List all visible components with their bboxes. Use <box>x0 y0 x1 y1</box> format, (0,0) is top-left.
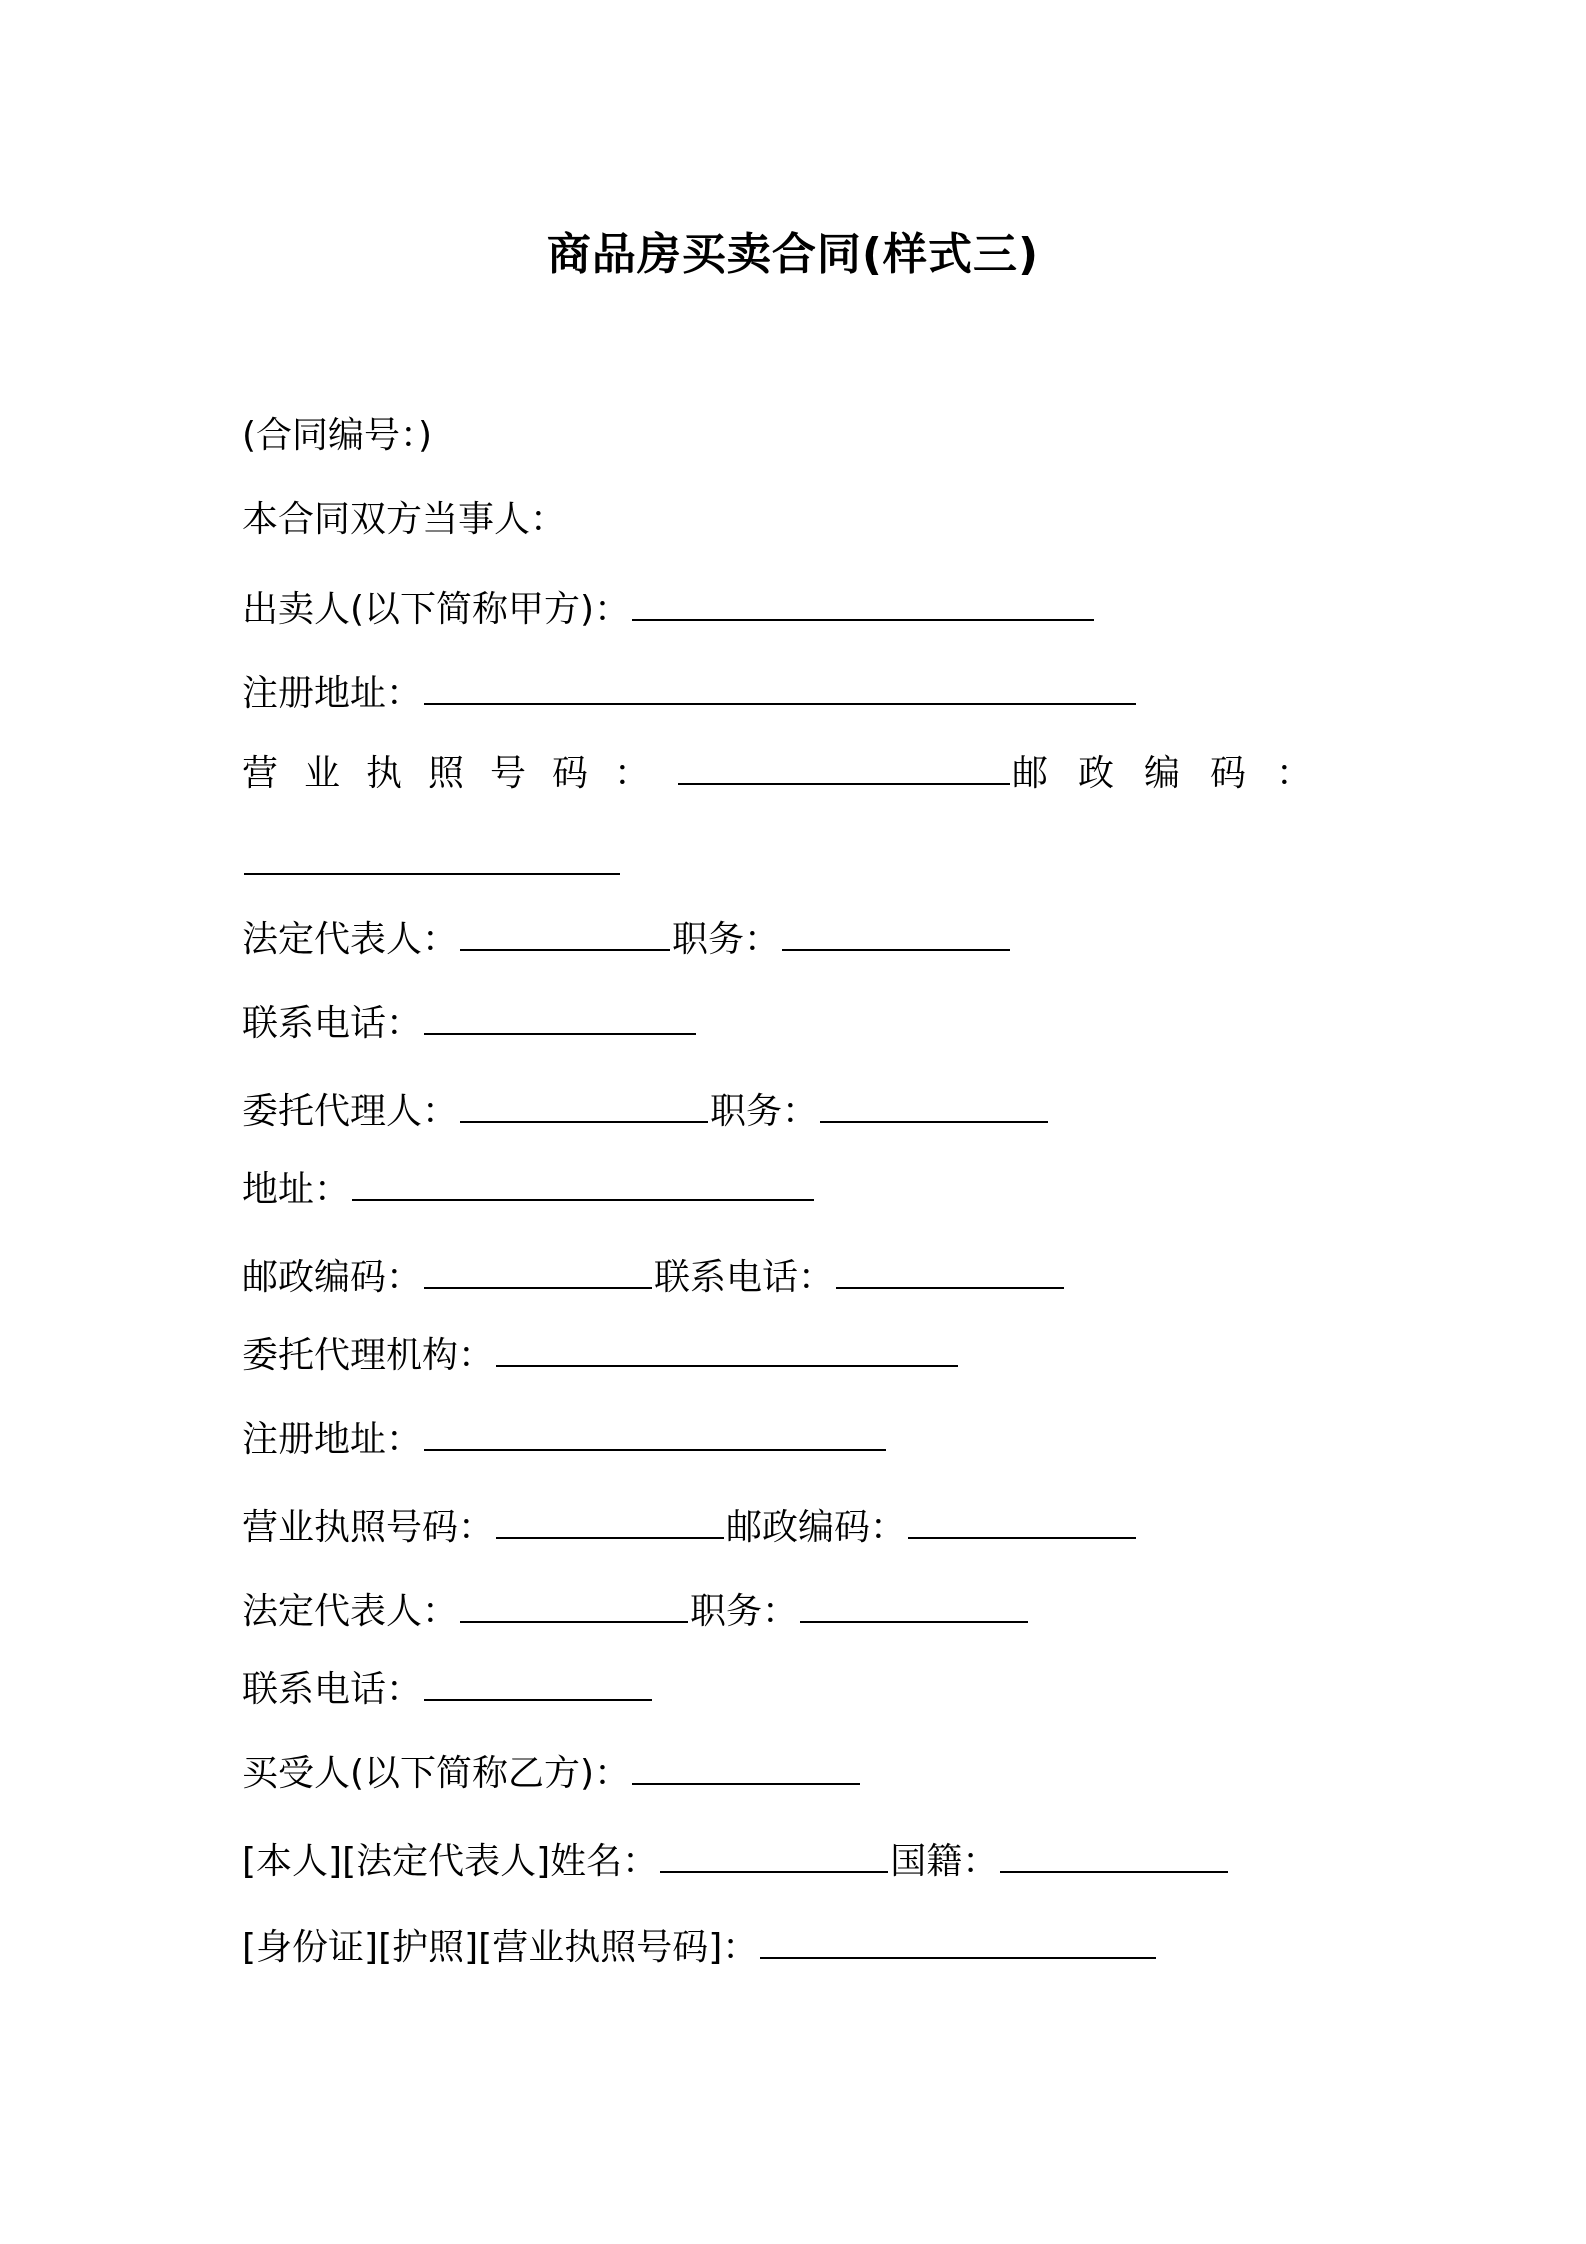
agency-line <box>242 1334 960 1378</box>
license-no-label: 营业执照号码： <box>242 753 677 794</box>
legal-rep-label: 法定代表人： <box>242 919 459 960</box>
agency-name-field[interactable] <box>496 1335 958 1367</box>
license-no-label: 营业执照号码： <box>242 1507 495 1548</box>
nationality-label: 国籍： <box>890 1841 999 1882</box>
seller-legal-rep-position-field[interactable] <box>782 919 1010 951</box>
postcode-label: 邮政编码： <box>242 1257 423 1298</box>
position-label: 职务： <box>672 919 781 960</box>
phone-label: 联系电话： <box>242 1003 423 1044</box>
phone-label: 联系电话： <box>242 1669 423 1710</box>
postcode-label: 邮政编码： <box>1011 753 1342 794</box>
reg-address-label: 注册地址： <box>242 673 423 714</box>
legal-rep-label: 法定代表人： <box>242 1591 459 1632</box>
agency-legal-rep-position-field[interactable] <box>800 1591 1028 1623</box>
buyer-nationality-field[interactable] <box>1000 1841 1228 1873</box>
agent-label: 委托代理人： <box>242 1091 459 1132</box>
name-label: [本人][法定代表人]姓名： <box>242 1841 659 1882</box>
postcode-label: 邮政编码： <box>726 1507 907 1548</box>
page-title: 商品房买卖合同(样式三) <box>546 229 1040 280</box>
address-label: 地址： <box>242 1169 351 1210</box>
seller-reg-address-field[interactable] <box>424 673 1136 705</box>
agency-label: 委托代理机构： <box>242 1335 495 1376</box>
seller-license-field[interactable] <box>678 753 1010 785</box>
contract-number-line <box>242 414 432 458</box>
seller-legal-rep-line <box>242 918 1012 962</box>
seller-postcode-field[interactable] <box>244 843 620 875</box>
id-label: [身份证][护照][营业执照号码]： <box>242 1927 759 1968</box>
seller-reg-address-line <box>242 672 1138 716</box>
agent-postcode-field[interactable] <box>424 1257 652 1289</box>
agent-phone-field[interactable] <box>836 1257 1064 1289</box>
seller-license-postcode-line <box>242 752 1342 796</box>
phone-label: 联系电话： <box>654 1257 835 1298</box>
agency-reg-address-line <box>242 1418 888 1462</box>
agent-postcode-phone-line <box>242 1256 1066 1300</box>
position-label: 职务： <box>710 1091 819 1132</box>
agency-phone-line <box>242 1668 654 1712</box>
agency-reg-address-field[interactable] <box>424 1419 886 1451</box>
seller-line <box>242 588 1096 632</box>
buyer-name-nationality-line <box>242 1840 1230 1884</box>
parties-intro: 本合同双方当事人： <box>242 499 567 540</box>
agency-license-field[interactable] <box>496 1507 724 1539</box>
seller-label: 出卖人(以下简称甲方)： <box>242 589 631 630</box>
seller-phone-line <box>242 1002 698 1046</box>
buyer-label: 买受人(以下简称乙方)： <box>242 1753 631 1794</box>
agent-line <box>242 1090 1050 1134</box>
buyer-id-line <box>242 1926 1158 1970</box>
agent-address-line <box>242 1168 816 1212</box>
agency-phone-field[interactable] <box>424 1669 652 1701</box>
seller-legal-rep-field[interactable] <box>460 919 670 951</box>
parties-intro-line <box>242 498 566 542</box>
reg-address-label: 注册地址： <box>242 1419 423 1460</box>
seller-postcode-continuation <box>242 842 622 886</box>
position-label: 职务： <box>690 1591 799 1632</box>
buyer-id-field[interactable] <box>760 1927 1156 1959</box>
seller-name-field[interactable] <box>632 589 1094 621</box>
agency-postcode-field[interactable] <box>908 1507 1136 1539</box>
agency-legal-rep-line <box>242 1590 1030 1634</box>
agent-name-field[interactable] <box>460 1091 708 1123</box>
seller-phone-field[interactable] <box>424 1003 696 1035</box>
buyer-line <box>242 1752 862 1796</box>
buyer-person-name-field[interactable] <box>660 1841 888 1873</box>
agency-legal-rep-field[interactable] <box>460 1591 688 1623</box>
buyer-name-field[interactable] <box>632 1753 860 1785</box>
agent-position-field[interactable] <box>820 1091 1048 1123</box>
contract-number-label: (合同编号：) <box>242 415 433 456</box>
agency-license-postcode-line <box>242 1506 1138 1550</box>
agent-address-field[interactable] <box>352 1169 814 1201</box>
